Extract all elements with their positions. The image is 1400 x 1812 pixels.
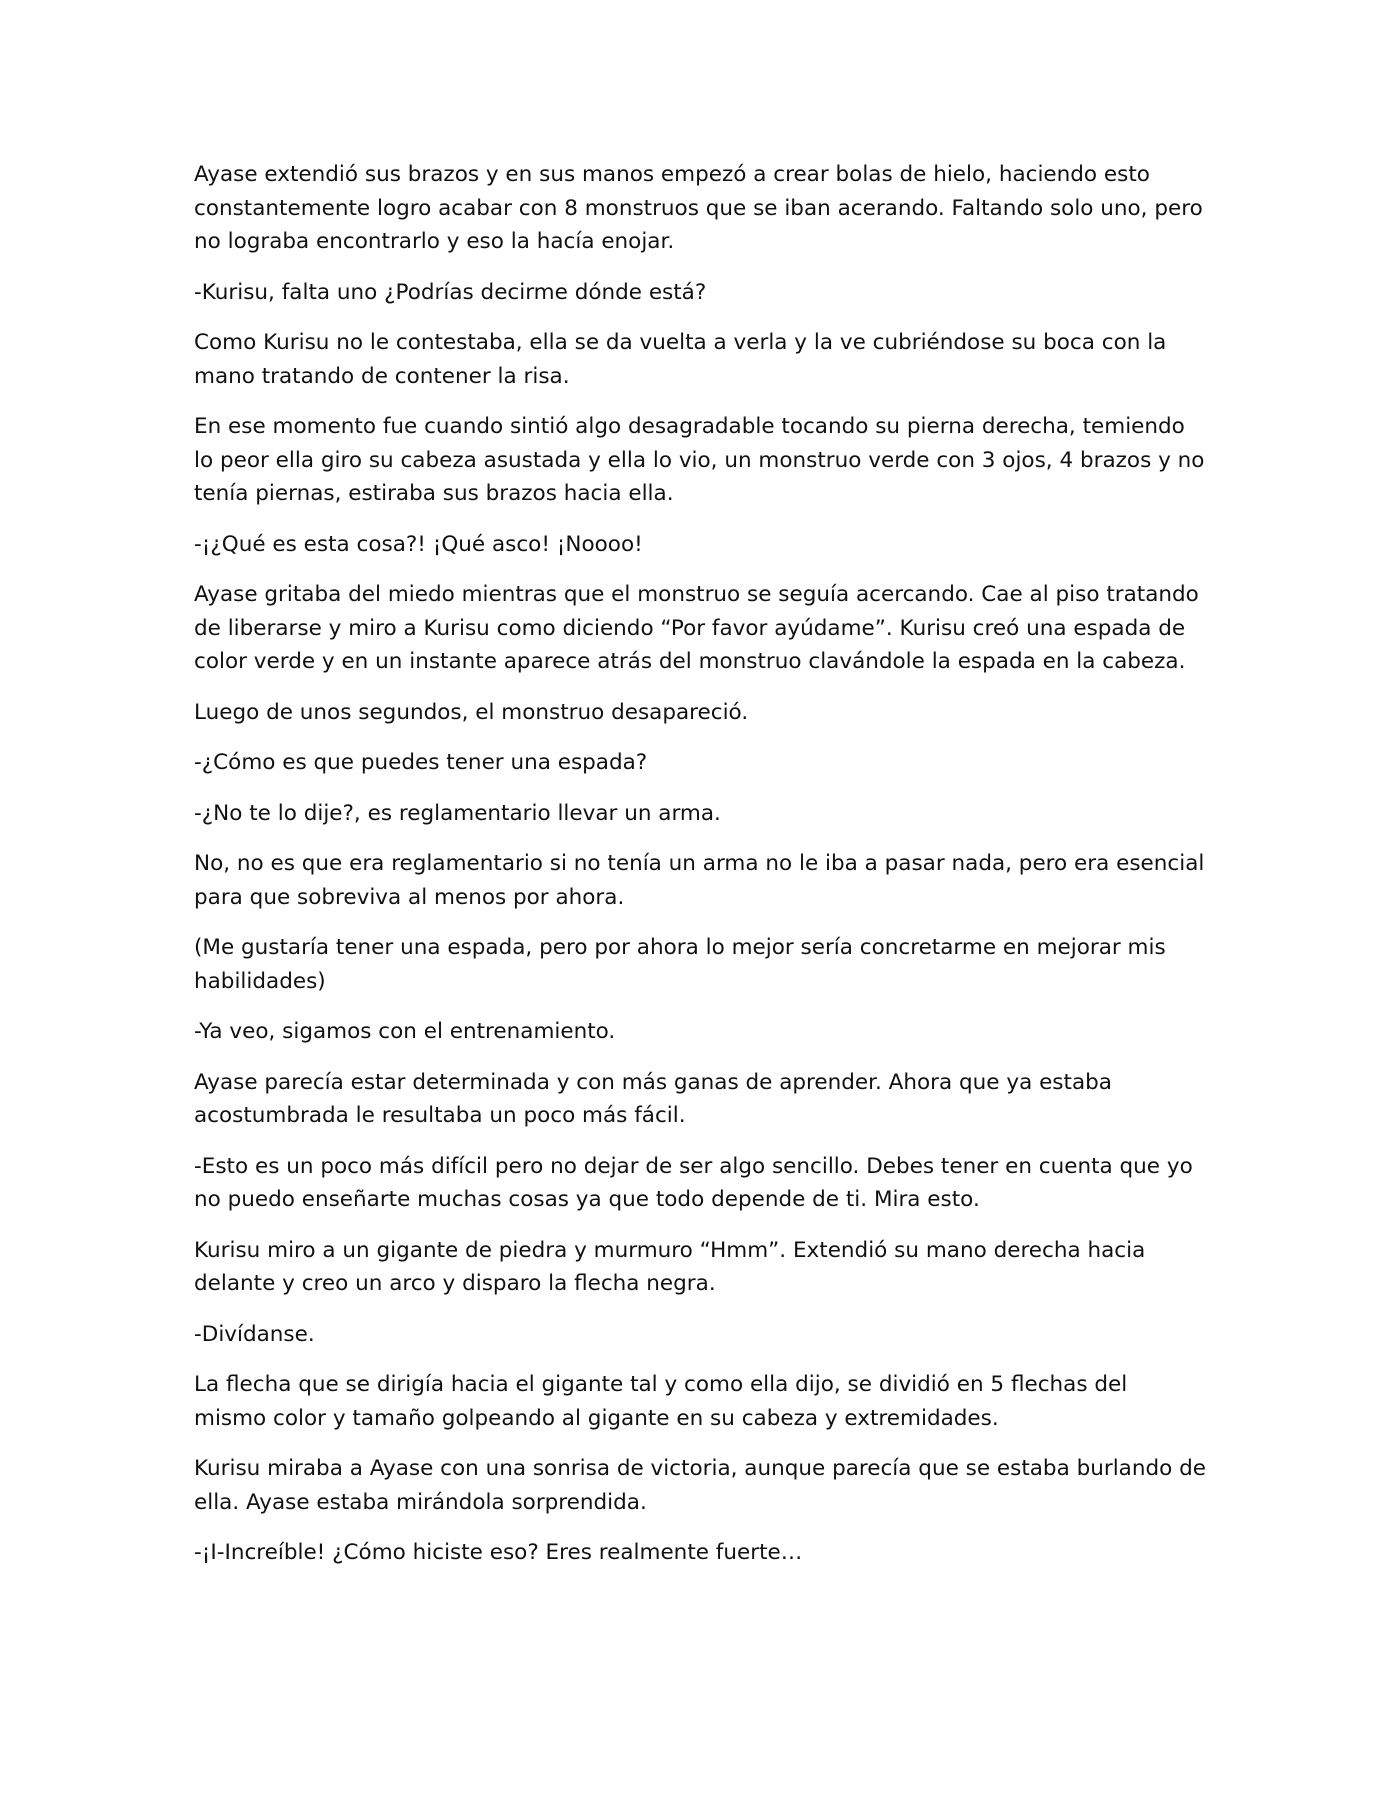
paragraph: Ayase extendió sus brazos y en sus manos empezó a crear bolas de hielo, haciendo esto constantemente logro acabar con 8 monstruos que se iban acerando. Faltando solo uno, pero no lograba encontrarlo y eso la hacía enojar. [194,162,1203,254]
paragraph: -¡I-Increíble! ¿Cómo hiciste eso? Eres realmente fuerte… [194,1540,803,1565]
paragraph: -¡¿Qué es esta cosa?! ¡Qué asco! ¡Noooo! [194,531,643,557]
paragraph: (Me gustaría tener una espada, pero por ahora lo mejor sería concretarme en mejorar mis habilidades) [194,935,1166,994]
paragraph: Kurisu miro a un gigante de piedra y murmuro “Hmm”. Extendió su mano derecha hacia delante y creo un arco y disparo la flecha negra. [194,1237,1146,1296]
paragraph: Ayase gritaba del miedo mientras que el monstruo se seguía acercando. Cae al piso tratando de liberarse y miro a Kurisu como diciendo “Por favor ayúdame”. Kurisu creó una espada de color verde y en un instante aparece atrás del monstruo clavándole la espada en la cabeza. [194,582,1199,674]
paragraph: -Kurisu, falta uno ¿Podrías decirme dónde está? [194,279,707,305]
paragraph: -Esto es un poco más difícil pero no dejar de ser algo sencillo. Debes tener en cuenta que yo no puedo enseñarte muchas cosas ya que todo depende de ti. Mira esto. [194,1153,1193,1212]
paragraph: Luego de unos segundos, el monstruo desapareció. [194,699,749,725]
paragraph: No, no es que era reglamentario si no tenía un arma no le iba a pasar nada, pero era esencial para que sobreviva al menos por ahora. [194,851,1205,910]
document-body [194,158,1206,1587]
paragraph: Ayase parecía estar determinada y con más ganas de aprender. Ahora que ya estaba acostumbrada le resultaba un poco más fácil. [194,1069,1112,1128]
paragraph: Como Kurisu no le contestaba, ella se da vuelta a verla y la ve cubriéndose su boca con la mano tratando de contener la risa. [194,330,1167,389]
paragraph: En ese momento fue cuando sintió algo desagradable tocando su pierna derecha, temiendo lo peor ella giro su cabeza asustada y ella lo vio, un monstruo verde con 3 ojos, 4 brazos y no tenía piernas, estiraba sus brazos hacia ella. [194,414,1205,506]
paragraph: Kurisu miraba a Ayase con una sonrisa de victoria, aunque parecía que se estaba burlando de ella. Ayase estaba mirándola sorprendida. [194,1456,1206,1515]
paragraph: -Divídanse. [194,1321,315,1347]
paragraph: -¿Cómo es que puedes tener una espada? [194,750,648,775]
paragraph: -¿No te lo dije?, es reglamentario llevar un arma. [194,800,721,826]
paragraph: La flecha que se dirigía hacia el gigante tal y como ella dijo, se dividió en 5 flechas del mismo color y tamaño golpeando al gigante en su cabeza y extremidades. [194,1372,1128,1431]
paragraph: -Ya veo, sigamos con el entrenamiento. [194,1019,616,1044]
